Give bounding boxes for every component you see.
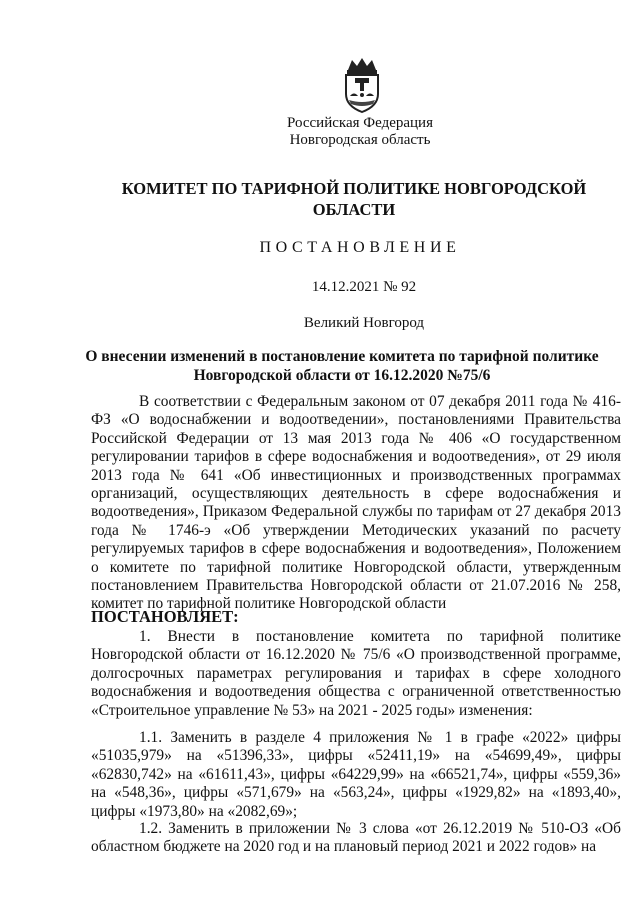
- preamble-paragraph: В соответствии с Федеральным законом от 07 декабря 2011 года № 416-ФЗ «О водоснабжении и водоотведении», постановлениями Правительства Российской Федерации от 13 мая 2013 года № 406 «О государственном регулировании тарифов в сфере водоснабжения и водоотведения», от 29 июля 2013 года № 641 «Об инвестиционных и производственных программах организаций, осуществляющих деятельность в сфере водоснабжения и водоотведения», Приказом Федеральной службы по тарифам от 27 декабря 2013 года № 1746-э «Об утверждении Методических указаний по расчету регулируемых тарифов в сфере водоснабжения и водоотведения», Положением о комитете по тарифной политике Новгородской области, утвержденным постановлением Правительства Новгородской области от 21.07.2016 № 258, комитет по тарифной политике Новгородской области: [91, 393, 621, 613]
- committee-title-line1: КОМИТЕТ ПО ТАРИФНОЙ ПОЛИТИКЕ НОВГОРОДСКОЙ: [121, 179, 587, 198]
- item-1-2-paragraph: 1.2. Заменить в приложении № 3 слова «от 26.12.2019 № 510-ОЗ «Об областном бюджете на 2020 год и на плановый период 2021 и 2022 годов» на: [91, 820, 621, 856]
- resolves-heading: ПОСТАНОВЛЯЕТ:: [91, 607, 239, 626]
- subject-line1: О внесении изменений в постановление комитета по тарифной политике: [85, 348, 599, 365]
- document-city: Великий Новгород: [303, 315, 425, 331]
- subject-line2: Новгородской области от 16.12.2020 №75/6: [193, 367, 491, 384]
- novgorod-coat-of-arms-icon: [340, 56, 384, 114]
- committee-title: [34, 178, 640, 220]
- region-name: Новгородская область: [289, 132, 431, 148]
- document-type: ПОСТАНОВЛЕНИЕ: [259, 239, 461, 256]
- item-1-1-paragraph: 1.1. Заменить в разделе 4 приложения № 1 в графе «2022» цифры «51035,979» на «51396,33», цифры «52411,19» на «54699,49», цифры «62830,742» на «61611,43», цифры «64229,99» на «66521,74», цифры «559,36» на «548,36», цифры «571,679» на «563,24», цифры «1929,82» на «1893,40», цифры «1973,80» на «2082,69»;: [91, 729, 621, 820]
- country-name: Российская Федерация: [287, 115, 433, 131]
- document-date-number: 14.12.2021 № 92: [311, 279, 417, 295]
- item-1-paragraph: 1. Внести в постановление комитета по тарифной политике Новгородской области от 16.12.2020 № 75/6 «О производственной программе, долгосрочных параметрах регулирования и тарифах в сфере холодного водоснабжения и водоотведения общества с ограниченной ответственностью «Строительное управление № 53» на 2021 - 2025 годы» изменения:: [91, 628, 621, 719]
- committee-title-line2: ОБЛАСТИ: [312, 200, 396, 219]
- document-subject: [22, 347, 640, 385]
